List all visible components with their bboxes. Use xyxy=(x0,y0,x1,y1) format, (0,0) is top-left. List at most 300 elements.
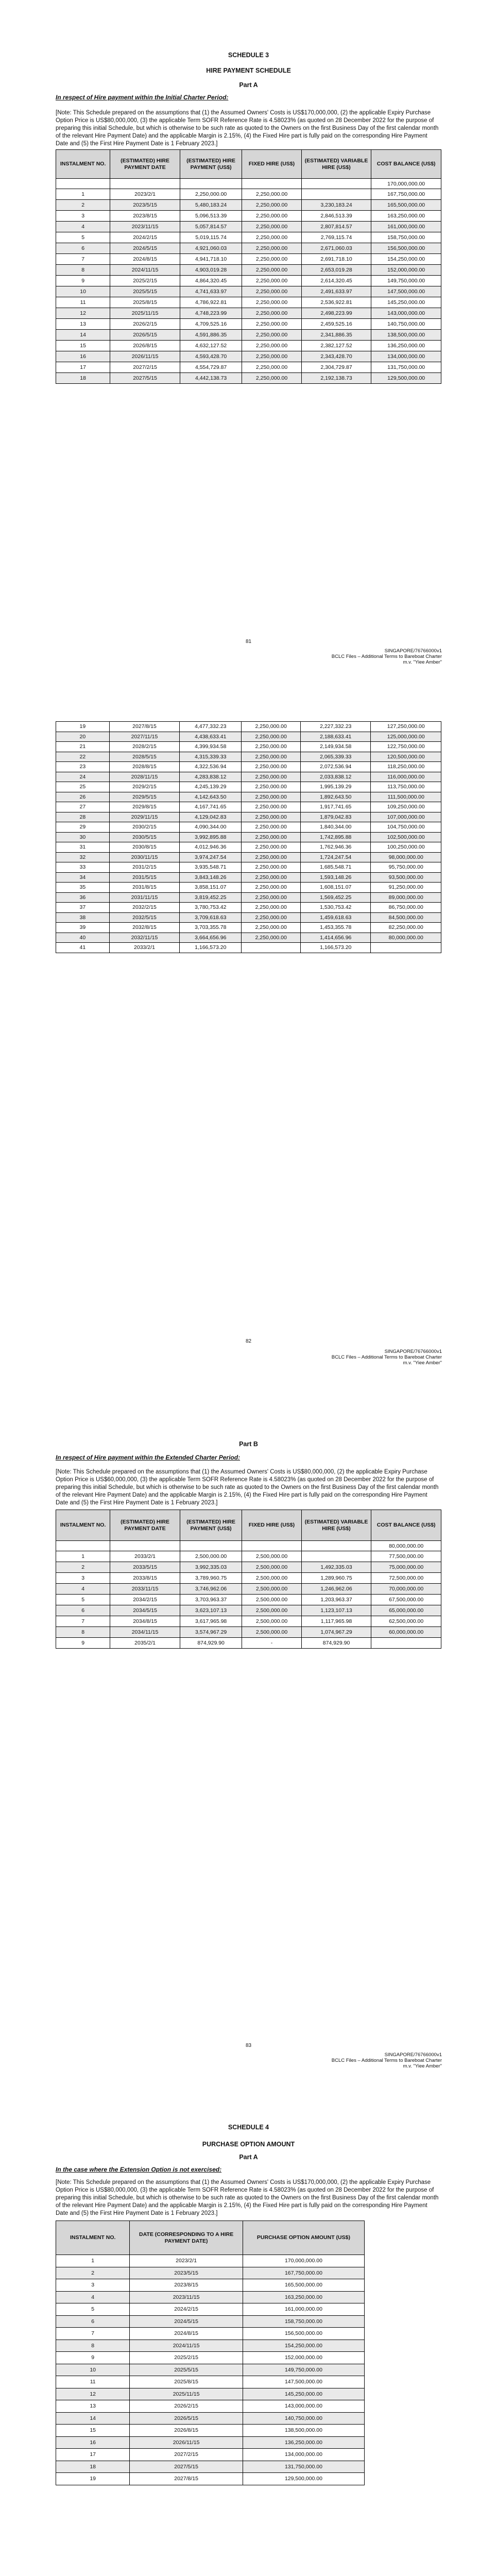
table-cell: 2030/8/15 xyxy=(109,842,179,853)
table-cell: 3 xyxy=(56,211,110,222)
table-cell: 1,530,753.42 xyxy=(300,903,370,913)
table-row xyxy=(56,243,441,254)
table-cell: 152,000,000.00 xyxy=(371,265,441,276)
table-row xyxy=(56,772,441,782)
table-cell: 5,057,814.57 xyxy=(180,222,242,232)
table-cell: 2,341,886.35 xyxy=(301,330,371,341)
table-cell xyxy=(180,1541,242,1551)
table-row xyxy=(56,2461,365,2473)
table-cell: 2,250,000.00 xyxy=(242,772,301,782)
table-cell: 8 xyxy=(56,1627,110,1638)
table-cell: 147,500,000.00 xyxy=(371,286,441,297)
table-cell: 7 xyxy=(56,1616,110,1627)
table-cell: 2,065,339.33 xyxy=(300,752,370,762)
table-row xyxy=(56,2255,365,2267)
table-cell: 154,250,000.00 xyxy=(243,2340,364,2352)
table-cell: 19 xyxy=(56,2473,130,2485)
table-cell: 2,653,019.28 xyxy=(301,265,371,276)
table-cell: 2030/11/15 xyxy=(109,852,179,862)
table-cell: 8 xyxy=(56,265,110,276)
schedule4-heading: In the case where the Extension Option is not exercised: xyxy=(56,2166,222,2173)
table-row xyxy=(56,802,441,812)
table-cell: 5 xyxy=(56,1595,110,1605)
table-cell: 2024/5/15 xyxy=(110,243,180,254)
table-cell: 1,123,107.13 xyxy=(301,1605,371,1616)
table-cell: 2027/5/15 xyxy=(130,2461,243,2473)
table-row xyxy=(56,362,441,373)
part-a-heading: In respect of Hire payment within the Initial Charter Period: xyxy=(56,94,229,101)
table-cell: 91,250,000.00 xyxy=(371,883,441,893)
table-cell: 16 xyxy=(56,2436,130,2449)
table-row xyxy=(56,1595,441,1605)
table-cell: 16 xyxy=(56,351,110,362)
column-header: FIXED HIRE (US$) xyxy=(242,150,301,179)
table-cell: 2,250,000.00 xyxy=(242,883,301,893)
table-cell: 3 xyxy=(56,1573,110,1584)
table-cell: 2031/5/15 xyxy=(109,872,179,883)
table-cell: 163,250,000.00 xyxy=(371,211,441,222)
table-cell: 131,750,000.00 xyxy=(371,362,441,373)
table-cell: 24 xyxy=(56,772,110,782)
table-cell: 2,250,000.00 xyxy=(242,276,301,286)
table-cell: 113,750,000.00 xyxy=(371,782,441,792)
table-cell: 2030/2/15 xyxy=(109,822,179,833)
page-number: 82 xyxy=(245,1338,252,1344)
column-header: (ESTIMATED) VARIABLE HIRE (US$) xyxy=(301,1510,371,1541)
table-cell: 11 xyxy=(56,2376,130,2388)
table-cell: 2,192,138.73 xyxy=(301,373,371,384)
purchase-option-table xyxy=(56,2221,365,2485)
table-cell: 3,623,107.13 xyxy=(180,1605,242,1616)
table-cell: 86,750,000.00 xyxy=(371,903,441,913)
table-cell: 2,250,000.00 xyxy=(242,319,301,330)
column-header: (ESTIMATED) VARIABLE HIRE (US$) xyxy=(301,150,371,179)
table-row xyxy=(56,732,441,742)
table-cell: 2033/2/1 xyxy=(109,943,179,953)
table-cell: 170,000,000.00 xyxy=(243,2255,364,2267)
table-cell: 138,500,000.00 xyxy=(243,2425,364,2437)
part-b-heading: In respect of Hire payment within the Extended Charter Period: xyxy=(56,1454,241,1461)
table-row xyxy=(56,1605,441,1616)
table-cell: 12 xyxy=(56,2388,130,2400)
table-row xyxy=(56,2303,365,2316)
table-cell: 29 xyxy=(56,822,110,833)
table-cell: 2,250,000.00 xyxy=(242,189,301,200)
table-cell: 7 xyxy=(56,2328,130,2340)
column-header: PURCHASE OPTION AMOUNT (US$) xyxy=(243,2221,364,2255)
table-row xyxy=(56,276,441,286)
table-cell: 2023/8/15 xyxy=(130,2279,243,2292)
table-cell: 28 xyxy=(56,812,110,822)
table-cell: 30 xyxy=(56,832,110,842)
table-row xyxy=(56,2364,365,2376)
table-cell: 4,864,320.45 xyxy=(180,276,242,286)
table-cell: 3,574,967.29 xyxy=(180,1627,242,1638)
table-cell: 2032/2/15 xyxy=(109,903,179,913)
table-cell: 5,019,115.74 xyxy=(180,232,242,243)
table-cell: 2,250,000.00 xyxy=(242,362,301,373)
footer-ref: SINGAPORE/76766000v1 xyxy=(384,648,442,654)
table-cell: 158,750,000.00 xyxy=(243,2315,364,2328)
table-cell: 143,000,000.00 xyxy=(371,308,441,319)
table-row xyxy=(56,351,441,362)
table-cell: 2,250,000.00 xyxy=(242,792,301,802)
table-cell: 62,500,000.00 xyxy=(371,1616,441,1627)
table-cell: 6 xyxy=(56,243,110,254)
table-cell: 161,000,000.00 xyxy=(371,222,441,232)
table-cell: 2029/11/15 xyxy=(109,812,179,822)
table-cell: 17 xyxy=(56,2449,130,2461)
table-cell: 3,746,962.06 xyxy=(180,1584,242,1595)
table-cell: 1,608,151.07 xyxy=(300,883,370,893)
part-b-label: Part B xyxy=(239,1440,258,1448)
table-cell: 2033/11/15 xyxy=(110,1584,180,1595)
table-cell: 2024/2/15 xyxy=(130,2303,243,2316)
table-cell: 3,819,452.25 xyxy=(180,892,242,903)
table-row xyxy=(56,265,441,276)
table-cell: 2,250,000.00 xyxy=(242,373,301,384)
table-cell xyxy=(301,189,371,200)
table-cell: 3,709,618.63 xyxy=(180,912,242,923)
table-cell: 4,941,718.10 xyxy=(180,254,242,265)
table-cell: 2033/2/1 xyxy=(110,1551,180,1562)
table-cell: 93,500,000.00 xyxy=(371,872,441,883)
table-cell: 2,250,000.00 xyxy=(242,812,301,822)
table-cell: 2031/2/15 xyxy=(109,862,179,873)
table-cell: 77,500,000.00 xyxy=(371,1551,441,1562)
table-cell: 2,250,000.00 xyxy=(242,351,301,362)
table-cell: 2,250,000.00 xyxy=(242,892,301,903)
table-header-row xyxy=(56,150,441,179)
table-cell: 2,500,000.00 xyxy=(242,1616,301,1627)
table-header-row xyxy=(56,2221,365,2255)
schedule4-subtitle: PURCHASE OPTION AMOUNT xyxy=(202,2141,295,2148)
table-cell: 1,685,548.71 xyxy=(300,862,370,873)
table-row xyxy=(56,862,441,873)
table-row xyxy=(56,832,441,842)
table-cell: 2,536,922.81 xyxy=(301,297,371,308)
table-cell: 158,750,000.00 xyxy=(371,232,441,243)
hire-schedule-table-a1 xyxy=(56,149,441,384)
table-cell: 3,664,656.96 xyxy=(180,933,242,943)
table-cell: 874,929.90 xyxy=(180,1638,242,1649)
table-cell: 120,500,000.00 xyxy=(371,752,441,762)
table-cell: 15 xyxy=(56,2425,130,2437)
table-cell: 2034/8/15 xyxy=(110,1616,180,1627)
table-cell: 127,250,000.00 xyxy=(371,722,441,732)
table-cell: 60,000,000.00 xyxy=(371,1627,441,1638)
table-cell: 1 xyxy=(56,189,110,200)
table-cell xyxy=(371,1638,441,1649)
table-cell: 2,382,127.52 xyxy=(301,341,371,351)
column-header: INSTALMENT NO. xyxy=(56,1510,110,1541)
table-cell: 2,769,115.74 xyxy=(301,232,371,243)
table-cell: 154,250,000.00 xyxy=(371,254,441,265)
table-cell: 2027/8/15 xyxy=(109,722,179,732)
table-cell: 36 xyxy=(56,892,110,903)
table-row xyxy=(56,2388,365,2400)
table-cell: 3,230,183.24 xyxy=(301,200,371,211)
table-row xyxy=(56,232,441,243)
table-cell: 2,491,633.97 xyxy=(301,286,371,297)
table-cell: 116,000,000.00 xyxy=(371,772,441,782)
table-cell: - xyxy=(242,1638,301,1649)
table-cell: 145,250,000.00 xyxy=(243,2388,364,2400)
table-cell: 1 xyxy=(56,2255,130,2267)
table-cell: 2026/11/15 xyxy=(110,351,180,362)
table-row xyxy=(56,722,441,732)
table-cell: 167,750,000.00 xyxy=(243,2267,364,2279)
footer xyxy=(332,2052,442,2069)
column-header: FIXED HIRE (US$) xyxy=(242,1510,301,1541)
table-cell: 129,500,000.00 xyxy=(371,373,441,384)
table-cell: 2034/2/15 xyxy=(110,1595,180,1605)
table-cell: 2,072,536.94 xyxy=(300,762,370,772)
footer-line2: BCLC Files – Additional Terms to Bareboat Charter xyxy=(331,1354,442,1360)
table-cell: 2,500,000.00 xyxy=(242,1627,301,1638)
table-cell: 5,096,513.39 xyxy=(180,211,242,222)
table-cell: 14 xyxy=(56,2412,130,2425)
table-row xyxy=(56,254,441,265)
footer xyxy=(332,1349,442,1366)
table-cell: 32 xyxy=(56,852,110,862)
table-cell: 2032/8/15 xyxy=(109,923,179,933)
table-cell: 2027/11/15 xyxy=(109,732,179,742)
schedule4-part-a-label: Part A xyxy=(239,2154,258,2161)
table-cell: 18 xyxy=(56,2461,130,2473)
table-row xyxy=(56,852,441,862)
table-cell: 23 xyxy=(56,762,110,772)
table-cell: 2,250,000.00 xyxy=(242,802,301,812)
table-cell: 2,343,428.70 xyxy=(301,351,371,362)
table-cell: 1,459,618.63 xyxy=(300,912,370,923)
table-cell: 82,250,000.00 xyxy=(371,923,441,933)
table-cell: 2026/5/15 xyxy=(110,330,180,341)
table-cell: 111,500,000.00 xyxy=(371,792,441,802)
table-cell: 2,671,060.03 xyxy=(301,243,371,254)
table-cell: 4,129,042.83 xyxy=(180,812,242,822)
table-cell: 2031/8/15 xyxy=(109,883,179,893)
table-cell: 2,250,000.00 xyxy=(242,742,301,752)
footer xyxy=(332,648,442,665)
table-cell: 2,250,000.00 xyxy=(242,330,301,341)
table-cell: 134,000,000.00 xyxy=(371,351,441,362)
table-cell: 3,780,753.42 xyxy=(180,903,242,913)
table-cell: 140,750,000.00 xyxy=(371,319,441,330)
table-row xyxy=(56,2340,365,2352)
table-row xyxy=(56,330,441,341)
table-cell: 2,250,000.00 xyxy=(242,308,301,319)
table-cell: 18 xyxy=(56,373,110,384)
table-cell: 2028/8/15 xyxy=(109,762,179,772)
table-row xyxy=(56,2449,365,2461)
table-cell: 2025/5/15 xyxy=(110,286,180,297)
table-row xyxy=(56,912,441,923)
table-cell: 161,000,000.00 xyxy=(243,2303,364,2316)
table-row xyxy=(56,308,441,319)
table-cell: 1 xyxy=(56,1551,110,1562)
table-cell: 2027/2/15 xyxy=(110,362,180,373)
table-cell xyxy=(301,179,371,189)
table-row xyxy=(56,2436,365,2449)
table-cell: 12 xyxy=(56,308,110,319)
table-cell: 2032/5/15 xyxy=(109,912,179,923)
table-cell: 149,750,000.00 xyxy=(243,2364,364,2376)
table-cell: 2034/11/15 xyxy=(110,1627,180,1638)
table-row xyxy=(56,2425,365,2437)
table-cell: 2028/2/15 xyxy=(109,742,179,752)
table-cell: 3,789,960.75 xyxy=(180,1573,242,1584)
table-cell: 2,250,000.00 xyxy=(242,254,301,265)
table-cell: 2,500,000.00 xyxy=(180,1551,242,1562)
table-cell: 2,033,838.12 xyxy=(300,772,370,782)
table-cell: 7 xyxy=(56,254,110,265)
footer-ref: SINGAPORE/76766000v1 xyxy=(384,1349,442,1354)
table-cell: 2,250,000.00 xyxy=(242,762,301,772)
hire-schedule-table-a2 xyxy=(56,721,441,953)
table-cell: 4,245,139.29 xyxy=(180,782,242,792)
column-header: (ESTIMATED) HIRE PAYMENT DATE xyxy=(110,1510,180,1541)
table-cell: 2029/8/15 xyxy=(109,802,179,812)
table-cell: 1,892,643.50 xyxy=(300,792,370,802)
table-cell: 2 xyxy=(56,1562,110,1573)
table-cell xyxy=(242,1541,301,1551)
table-cell: 136,250,000.00 xyxy=(371,341,441,351)
table-row xyxy=(56,1551,441,1562)
table-row xyxy=(56,762,441,772)
table-cell: 2023/11/15 xyxy=(110,222,180,232)
table-cell: 2026/2/15 xyxy=(130,2400,243,2413)
table-row xyxy=(56,892,441,903)
table-cell: 2,250,000.00 xyxy=(242,832,301,842)
table-cell: 4,591,886.35 xyxy=(180,330,242,341)
table-cell: 3 xyxy=(56,2279,130,2292)
table-cell: 4,012,946.36 xyxy=(180,842,242,853)
table-row xyxy=(56,2328,365,2340)
schedule4-title: SCHEDULE 4 xyxy=(228,2124,269,2131)
table-cell: 3,974,247.54 xyxy=(180,852,242,862)
table-cell: 5,480,183.24 xyxy=(180,200,242,211)
table-cell: 2025/2/15 xyxy=(110,276,180,286)
table-cell: 2,188,633.41 xyxy=(300,732,370,742)
table-cell: 2,500,000.00 xyxy=(242,1595,301,1605)
table-cell: 33 xyxy=(56,862,110,873)
table-cell: 2029/5/15 xyxy=(109,792,179,802)
table-cell xyxy=(242,179,301,189)
table-row xyxy=(56,903,441,913)
table-cell: 149,750,000.00 xyxy=(371,276,441,286)
page-number: 81 xyxy=(245,639,252,645)
table-cell: 34 xyxy=(56,872,110,883)
table-row xyxy=(56,822,441,833)
part-a-label: Part A xyxy=(239,81,258,89)
table-cell: 4,167,741.65 xyxy=(180,802,242,812)
table-cell: 2,250,000.00 xyxy=(242,842,301,853)
table-cell: 2,250,000.00 xyxy=(242,862,301,873)
table-cell: 41 xyxy=(56,943,110,953)
table-cell: 4 xyxy=(56,1584,110,1595)
table-cell: 31 xyxy=(56,842,110,853)
schedule3-title: SCHEDULE 3 xyxy=(228,52,269,59)
table-cell: 6 xyxy=(56,2315,130,2328)
table-cell: 2,250,000.00 xyxy=(242,782,301,792)
table-cell: 4 xyxy=(56,222,110,232)
table-cell: 165,500,000.00 xyxy=(371,200,441,211)
table-row xyxy=(56,2291,365,2303)
schedule3-subtitle: HIRE PAYMENT SCHEDULE xyxy=(206,67,291,74)
table-cell: 25 xyxy=(56,782,110,792)
table-cell: 2,250,000.00 xyxy=(180,189,242,200)
table-cell: 2,614,320.45 xyxy=(301,276,371,286)
table-cell: 2,227,332.23 xyxy=(300,722,370,732)
table-cell xyxy=(242,943,301,953)
table-cell: 80,000,000.00 xyxy=(371,933,441,943)
table-cell: 2023/8/15 xyxy=(110,211,180,222)
table-cell: 14 xyxy=(56,330,110,341)
page-84 xyxy=(0,2110,497,2576)
table-cell: 2 xyxy=(56,2267,130,2279)
table-row xyxy=(56,222,441,232)
footer-line2: BCLC Files – Additional Terms to Bareboat Charter xyxy=(331,2058,442,2063)
table-cell: 89,000,000.00 xyxy=(371,892,441,903)
column-header: (ESTIMATED) HIRE PAYMENT (US$) xyxy=(180,1510,242,1541)
table-cell: 163,250,000.00 xyxy=(243,2291,364,2303)
table-cell: 167,750,000.00 xyxy=(371,189,441,200)
table-cell: 2,250,000.00 xyxy=(242,286,301,297)
table-cell: 2,250,000.00 xyxy=(242,297,301,308)
table-row xyxy=(56,2473,365,2485)
table-cell: 1,492,335.03 xyxy=(301,1562,371,1573)
table-row xyxy=(56,2376,365,2388)
table-cell: 156,500,000.00 xyxy=(243,2328,364,2340)
table-cell: 8 xyxy=(56,2340,130,2352)
table-cell: 19 xyxy=(56,722,110,732)
table-cell: 2025/8/15 xyxy=(130,2376,243,2388)
table-cell: 1,879,042.83 xyxy=(300,812,370,822)
table-cell: 2,250,000.00 xyxy=(242,341,301,351)
table-cell: 10 xyxy=(56,286,110,297)
table-cell: 1,166,573.20 xyxy=(300,943,370,953)
table-cell: 2,459,525.16 xyxy=(301,319,371,330)
table-cell: 3,703,355.78 xyxy=(180,923,242,933)
column-header: INSTALMENT NO. xyxy=(56,150,110,179)
table-cell: 3,617,965.98 xyxy=(180,1616,242,1627)
table-row xyxy=(56,742,441,752)
table-cell: 2031/11/15 xyxy=(109,892,179,903)
table-cell: 2033/8/15 xyxy=(110,1573,180,1584)
table-cell: 21 xyxy=(56,742,110,752)
table-cell: 2,500,000.00 xyxy=(242,1551,301,1562)
table-cell: 2028/5/15 xyxy=(109,752,179,762)
table-cell: 3,703,963.37 xyxy=(180,1595,242,1605)
table-cell: 39 xyxy=(56,923,110,933)
table-cell: 2026/11/15 xyxy=(130,2436,243,2449)
table-cell: 2,500,000.00 xyxy=(242,1562,301,1573)
table-cell: 4,477,332.23 xyxy=(180,722,242,732)
table-cell: 125,000,000.00 xyxy=(371,732,441,742)
table-cell: 1,917,741.65 xyxy=(300,802,370,812)
table-cell: 17 xyxy=(56,362,110,373)
page-83 xyxy=(0,1406,497,2110)
table-cell: 2,250,000.00 xyxy=(242,752,301,762)
table-row xyxy=(56,286,441,297)
hire-schedule-table-b xyxy=(56,1510,441,1649)
table-row xyxy=(56,1616,441,1627)
table-cell: 2,250,000.00 xyxy=(242,265,301,276)
table-cell: 2,250,000.00 xyxy=(242,200,301,211)
column-header: COST BALANCE (US$) xyxy=(371,1510,441,1541)
table-cell: 2023/11/15 xyxy=(130,2291,243,2303)
